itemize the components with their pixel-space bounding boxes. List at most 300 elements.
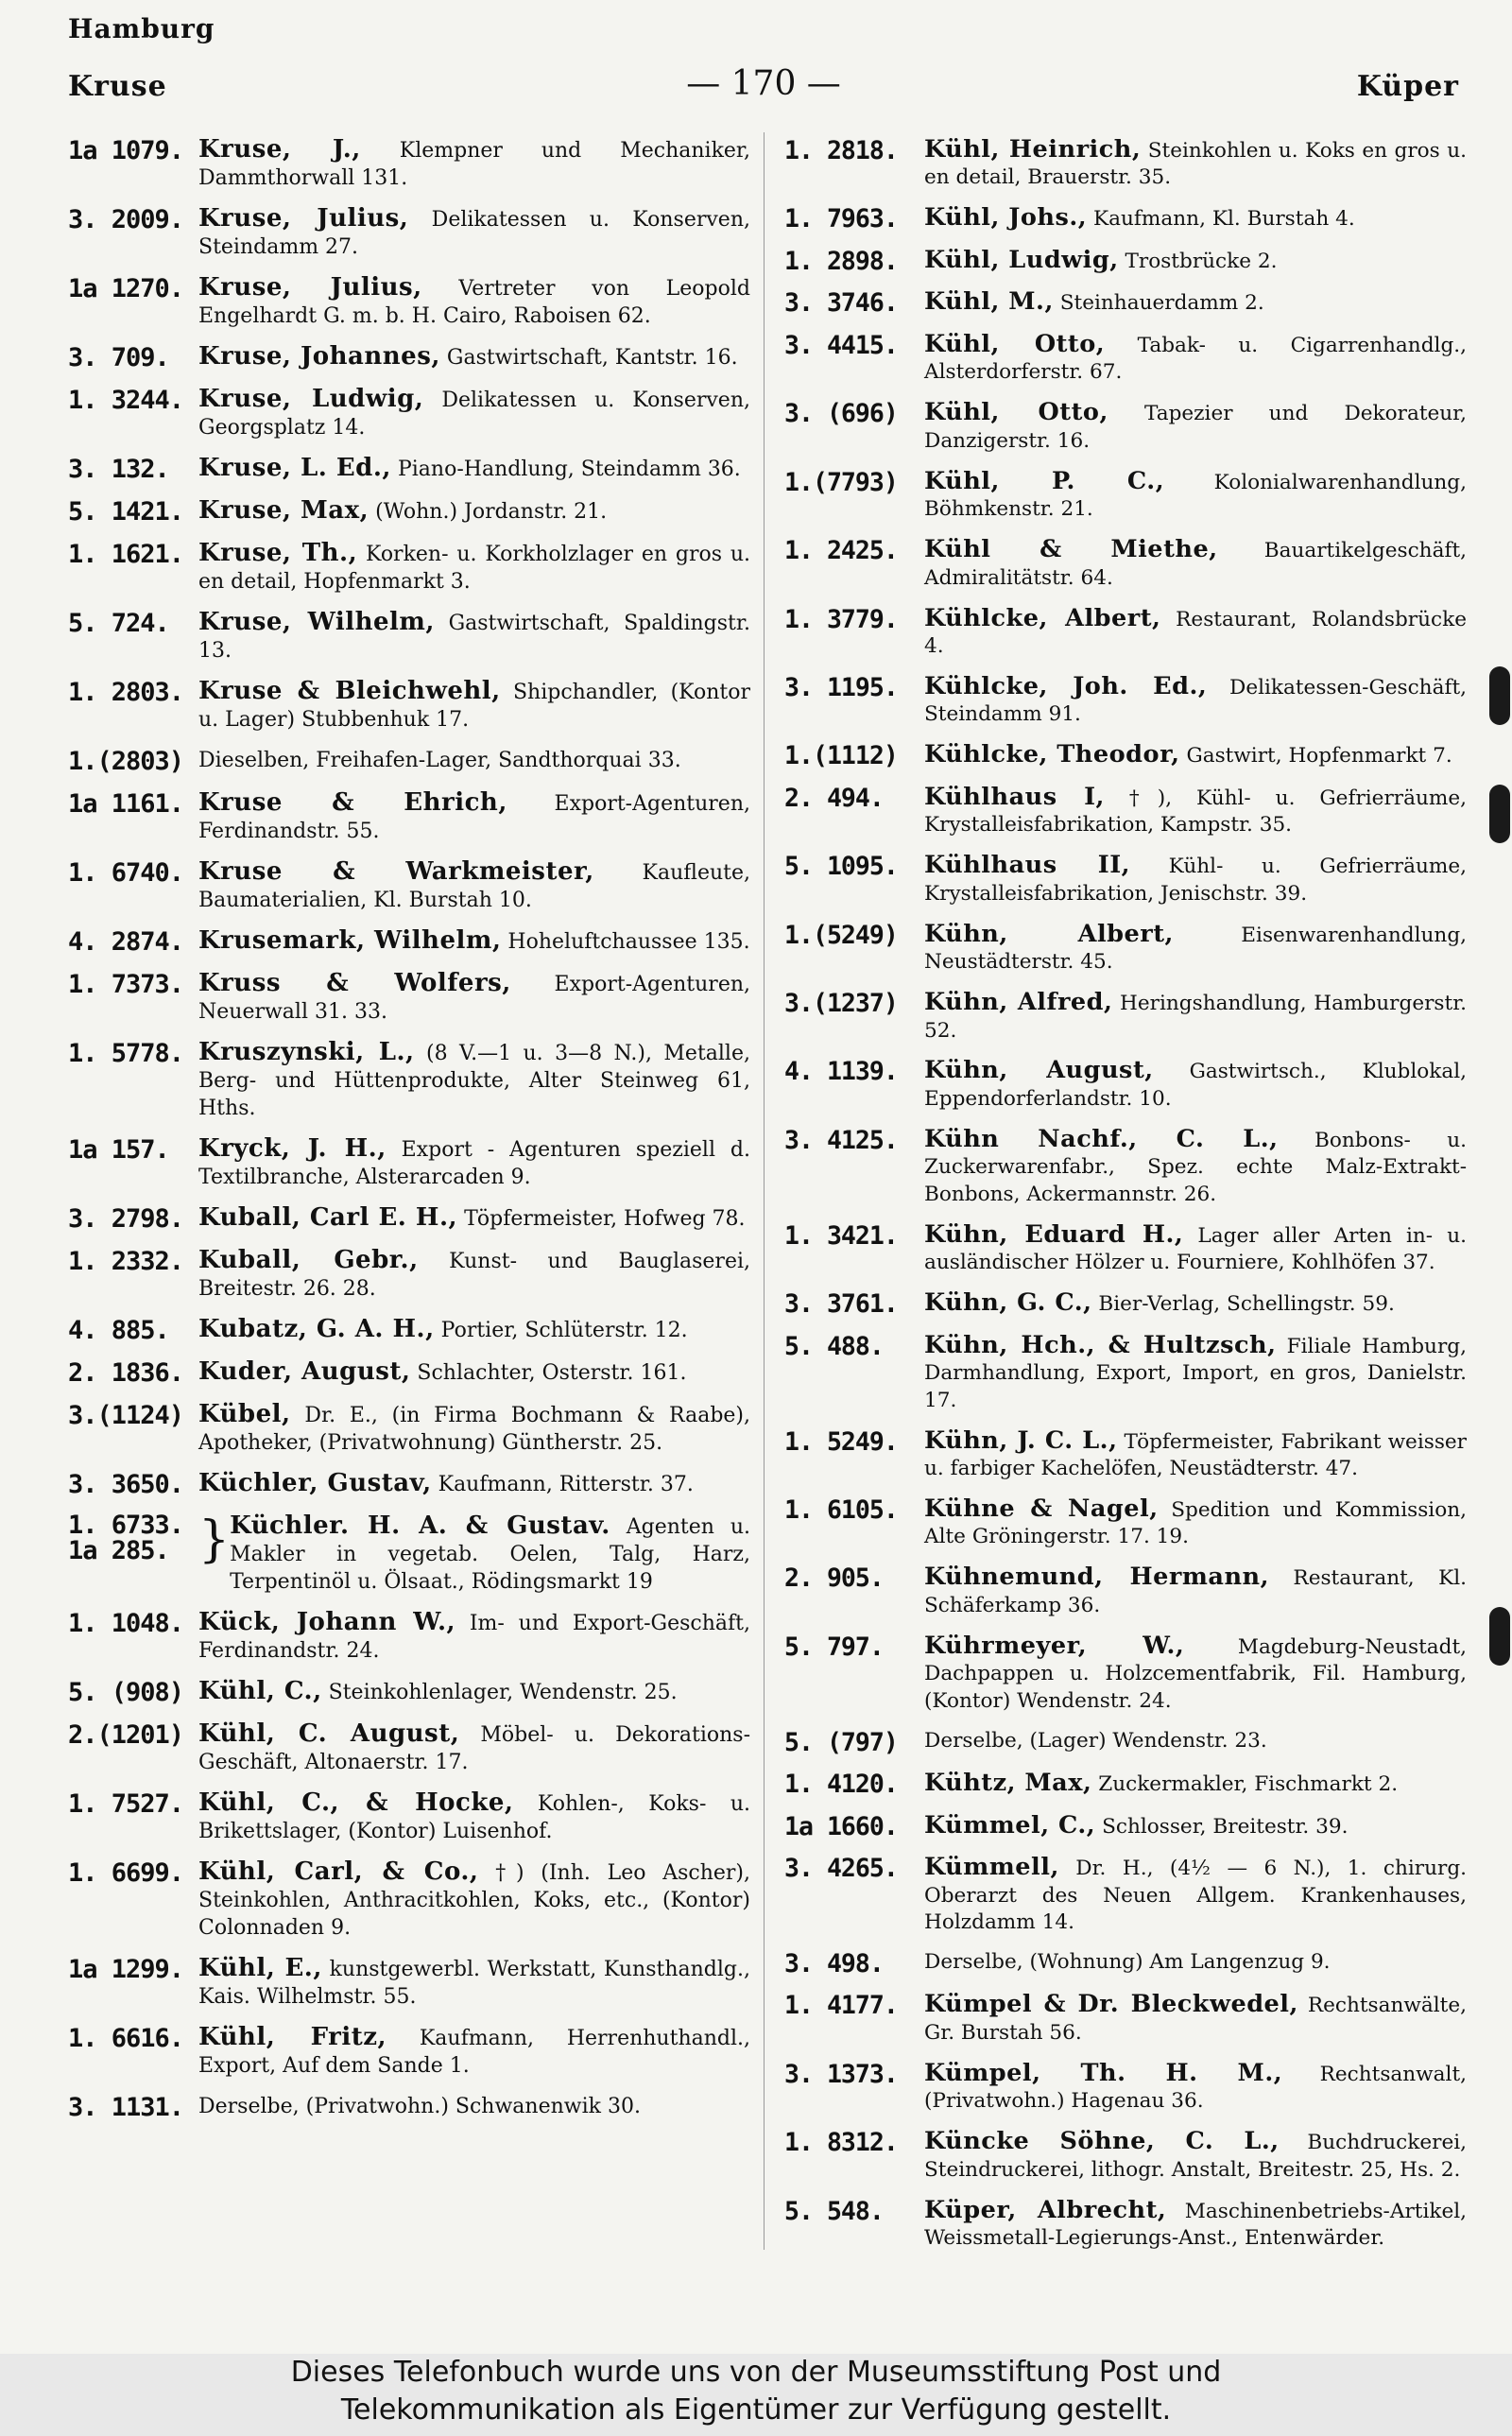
entry-text	[198, 205, 750, 261]
subscriber-details: Lager aller Arten in- u. ausländischer Hölzer u. Fourniere, Kohlhöfen 37.	[924, 1223, 1467, 1275]
subscriber-name: Kühn, Eduard H.,	[924, 1219, 1184, 1249]
entry-text	[924, 921, 1467, 976]
entry-text	[924, 1949, 1467, 1978]
directory-entry	[784, 136, 1467, 192]
directory-entry	[784, 399, 1467, 455]
subscriber-name: Kühl, Johs.,	[924, 203, 1088, 233]
entry-text	[198, 1720, 750, 1776]
entry-text	[198, 1678, 750, 1707]
right-column	[784, 136, 1467, 2265]
entry-text	[198, 1247, 750, 1303]
phone-number: 1a 1079.	[68, 136, 184, 165]
subscriber-details: Kaufmann, Ritterstr. 37.	[431, 1473, 694, 1496]
entry-text	[198, 1858, 750, 1942]
entry-text	[924, 2128, 1467, 2184]
subscriber-details: Export - Agenturen speziell d. Textilbranche, Alsterarcaden 9.	[198, 1138, 750, 1189]
subscriber-name: Kruse, Julius,	[198, 273, 422, 302]
directory-entry	[68, 1789, 750, 1845]
directory-entry	[784, 2197, 1467, 2253]
subscriber-name: Kühne & Nagel,	[924, 1494, 1159, 1523]
subscriber-name: Kührmeyer, W.,	[924, 1631, 1185, 1660]
directory-entry	[68, 497, 750, 527]
directory-entry	[68, 678, 750, 734]
punch-hole-mark	[1489, 1607, 1510, 1666]
phone-number: 1. 6699.	[68, 1858, 184, 1888]
phone-number: 1. 7373.	[68, 970, 184, 999]
subscriber-name: Krusemark, Wilhelm,	[198, 926, 502, 955]
directory-entry	[784, 1991, 1467, 2047]
phone-number: 3. 2798.	[68, 1204, 184, 1234]
subscriber-details: Piano-Handlung, Steindamm 36.	[390, 458, 741, 481]
footer-line-1: Dieses Telefonbuch wurde uns von der Museumsstiftung Post und	[290, 2356, 1222, 2389]
directory-entry	[784, 1495, 1467, 1551]
directory-entry	[68, 205, 750, 261]
directory-entry	[68, 1316, 750, 1345]
subscriber-name: Kruss & Wolfers,	[198, 969, 511, 997]
subscriber-name: Kruse, Wilhelm,	[198, 608, 435, 636]
subscriber-name: Kühn, G. C.,	[924, 1288, 1092, 1318]
entry-text	[198, 970, 750, 1026]
subscriber-details: Töpfermeister, Fabrikant weisser u. farbiger Kachelöfen, Neustädterstr. 47.	[924, 1429, 1468, 1480]
entry-text	[230, 1512, 750, 1596]
directory-entry	[784, 921, 1467, 976]
directory-entry	[68, 455, 750, 484]
subscriber-details: Dr. E., (in Firma Bochmann & Raabe), Apotheker, (Privatwohnung) Güntherstr. 25.	[198, 1404, 750, 1455]
subscriber-name: Kuball, Gebr.,	[198, 1246, 419, 1274]
phone-number: 1. 3244.	[68, 386, 184, 415]
phone-number: 1. 2332.	[68, 1247, 184, 1276]
entry-text	[924, 741, 1467, 770]
phone-number: 3. 4265.	[784, 1854, 898, 1884]
subscriber-name: Kühn, Hch., & Hultzsch,	[924, 1330, 1277, 1359]
entry-text	[198, 858, 750, 914]
directory-entry	[68, 2024, 750, 2080]
entry-text	[198, 1135, 750, 1191]
subscriber-name: Kühl, Carl, & Co.,	[198, 1857, 479, 1886]
directory-entry	[784, 605, 1467, 661]
subscriber-details: Restaurant, Kl. Schäferkamp 36.	[924, 1566, 1467, 1617]
entry-text	[924, 1332, 1467, 1414]
subscriber-name: Kühl & Miethe,	[924, 535, 1218, 564]
directory-entry	[784, 673, 1467, 729]
directory-entry	[784, 468, 1467, 524]
header-last-entry: Küper	[1356, 70, 1459, 103]
subscriber-name: Kühl, C.,	[198, 1677, 322, 1705]
phone-number: 3.(1237)	[784, 989, 898, 1019]
entry-text	[198, 609, 750, 665]
subscriber-details: †), Kühl- u. Gefrierräume, Krystalleisfabrikation, Kampstr. 35.	[924, 786, 1467, 838]
directory-entry	[68, 609, 750, 665]
subscriber-details: Gastwirtsch., Klublokal, Eppendorferlandstr. 10.	[924, 1060, 1468, 1111]
subscriber-details: Im- und Export-Geschäft, Ferdinandstr. 24.	[198, 1612, 750, 1663]
directory-entry	[68, 540, 750, 596]
entry-text	[198, 678, 750, 734]
subscriber-name: Kruse, Max,	[198, 496, 369, 525]
subscriber-name: Kühlcke, Albert,	[924, 603, 1161, 632]
subscriber-details: Derselbe, (Wohnung) Am Langenzug 9.	[924, 1949, 1331, 1974]
phone-number: 1. 7963.	[784, 204, 898, 234]
directory-entry	[784, 2060, 1467, 2116]
subscriber-details: (8 V.—1 u. 3—8 N.), Metalle, Berg- und Hüttenprodukte, Alter Steinweg 61, Hths.	[198, 1042, 750, 1120]
subscriber-details: Trostbrücke 2.	[1118, 249, 1278, 273]
subscriber-name: Kühl, Fritz,	[198, 2023, 387, 2051]
subscriber-name: Kück, Johann W.,	[198, 1608, 456, 1636]
subscriber-details: Hoheluftchaussee 135.	[501, 930, 750, 954]
subscriber-name: Kümpel, Th. H. M.,	[924, 2058, 1283, 2087]
phone-number: 3. 1195.	[784, 672, 898, 702]
phone-number: 1a 1299.	[68, 1955, 184, 1984]
phone-number: 3. 4125.	[784, 1125, 898, 1155]
directory-entry	[68, 747, 750, 776]
subscriber-name: Kuball, Carl E. H.,	[198, 1203, 458, 1232]
phone-number: 3.(1124)	[68, 1401, 184, 1430]
directory-entry	[68, 1678, 750, 1707]
directory-entry	[68, 386, 750, 441]
directory-entry	[784, 1057, 1467, 1113]
subscriber-details: Kolonialwarenhandlung, Böhmkenstr. 21.	[924, 470, 1467, 522]
phone-number: 3. 1131.	[68, 2093, 184, 2122]
directory-entry	[68, 1858, 750, 1942]
directory-entry	[784, 852, 1467, 907]
left-column	[68, 136, 750, 2135]
entry-text	[198, 2024, 750, 2080]
subscriber-details: Korken- u. Korkholzlager en gros u. en detail, Hopfenmarkt 3.	[198, 543, 750, 594]
entry-text	[924, 1427, 1467, 1483]
directory-entry	[784, 1854, 1467, 1936]
entry-text	[198, 1609, 750, 1665]
entry-text	[198, 789, 750, 845]
phone-number: 1a 1161.	[68, 789, 184, 819]
phone-number: 1. 3779.	[784, 604, 898, 634]
entry-text	[198, 1204, 750, 1234]
entry-text	[924, 852, 1467, 907]
directory-entry	[68, 1247, 750, 1303]
subscriber-details: Shipchandler, (Kontor u. Lager) Stubbenhuk 17.	[198, 681, 751, 732]
phone-number: 1. 1621.	[68, 540, 184, 569]
subscriber-name: Kühl, C. August,	[198, 1719, 460, 1748]
subscriber-details: Steinkohlenlager, Wendenstr. 25.	[321, 1681, 678, 1704]
entry-text	[924, 331, 1467, 387]
directory-entry	[68, 274, 750, 330]
subscriber-details: Steinhauerdamm 2.	[1053, 291, 1264, 316]
entry-text	[924, 2197, 1467, 2253]
subscriber-name: Kühl, Ludwig,	[924, 245, 1119, 274]
subscriber-details: Heringshandlung, Hamburgerstr. 52.	[924, 992, 1468, 1043]
subscriber-name: Kruse & Ehrich,	[198, 788, 507, 817]
phone-number: 4. 2874.	[68, 927, 184, 957]
subscriber-details: Delikatessen u. Konserven, Georgsplatz 14.	[198, 389, 750, 440]
subscriber-details: Kühl- u. Gefrierräume, Krystalleisfabrikation, Jenischstr. 39.	[924, 855, 1467, 906]
entry-text	[924, 1495, 1467, 1551]
entry-text	[924, 204, 1467, 233]
subscriber-details: Schlosser, Breitestr. 39.	[1095, 1814, 1349, 1839]
subscriber-name: Kühlcke, Theodor,	[924, 740, 1180, 769]
subscriber-name: Kübel,	[198, 1400, 291, 1428]
entry-text	[198, 1401, 750, 1457]
subscriber-details: Buchdruckerei, Steindruckerei, lithogr. Anstalt, Breitestr. 25, Hs. 2.	[924, 2131, 1468, 2182]
entry-text	[198, 274, 750, 330]
directory-entry	[68, 1470, 750, 1499]
directory-entry	[784, 989, 1467, 1045]
subscriber-details: Export-Agenturen, Ferdinandstr. 55.	[198, 792, 750, 843]
directory-entry	[784, 784, 1467, 839]
subscriber-name: Kühl, Otto,	[924, 329, 1106, 358]
subscriber-details: Filiale Hamburg, Darmhandlung, Export, Import, en gros, Danielstr. 17.	[924, 1334, 1467, 1412]
directory-entry	[68, 1955, 750, 2011]
subscriber-details: Kohlen-, Koks- u. Brikettslager, (Kontor) Luisenhof.	[198, 1792, 750, 1843]
phone-number: 1. 7527.	[68, 1789, 184, 1819]
footer-notice	[0, 2354, 1512, 2436]
directory-entry	[784, 1633, 1467, 1715]
phone-number: 5. 1095.	[784, 852, 898, 882]
entry-text	[924, 536, 1467, 592]
phone-number: 5. 797.	[784, 1632, 884, 1662]
page-number: — 170 —	[686, 64, 841, 103]
subscriber-details: Rechtsanwälte, Gr. Burstah 56.	[924, 1994, 1468, 2045]
entry-text	[924, 1289, 1467, 1319]
phone-number: 2.(1201)	[68, 1720, 184, 1750]
directory-entry	[68, 1512, 750, 1596]
entry-text	[924, 288, 1467, 318]
subscriber-details: Zuckermakler, Fischmarkt 2.	[1091, 1772, 1399, 1797]
entry-text	[924, 989, 1467, 1045]
header-first-entry: Kruse	[68, 70, 167, 103]
subscriber-name: Kümpel & Dr. Bleckwedel,	[924, 1990, 1298, 2019]
entry-text	[198, 1358, 750, 1388]
punch-hole-mark	[1489, 666, 1510, 725]
subscriber-name: Kruse, Ludwig,	[198, 385, 424, 413]
entry-text	[924, 247, 1467, 276]
subscriber-name: Küchler, Gustav,	[198, 1469, 432, 1497]
subscriber-details: Delikatessen-Geschäft, Steindamm 91.	[924, 675, 1467, 727]
subscriber-details: Agenten u. Makler in vegetab. Oelen, Talg, Harz, Terpentinöl u. Ölsaat., Rödingsmarkt 19	[230, 1515, 750, 1594]
phone-number: 1. 6105.	[784, 1494, 898, 1525]
phone-number: 3. (696)	[784, 399, 898, 429]
subscriber-details: (Wohn.) Jordanstr. 21.	[369, 500, 608, 524]
subscriber-name: Kühl, Otto,	[924, 398, 1108, 427]
entry-text	[198, 1316, 750, 1345]
entry-text	[198, 747, 750, 776]
punch-hole-mark	[1489, 785, 1510, 843]
subscriber-details: Kunst- und Bauglaserei, Breitestr. 26. 28.	[198, 1250, 751, 1301]
subscriber-details: Spedition und Kommission, Alte Gröningerstr. 17. 19.	[924, 1497, 1467, 1549]
phone-number: 1a 157.	[68, 1135, 169, 1165]
phone-number: 4. 885.	[68, 1316, 169, 1345]
subscriber-name: Kühl, P. C.,	[924, 466, 1165, 495]
phone-number: 1. 8312.	[784, 2128, 898, 2158]
entry-text	[198, 2093, 750, 2122]
directory-entry	[784, 247, 1467, 276]
directory-entry	[68, 927, 750, 957]
directory-entry	[68, 2093, 750, 2122]
entry-text	[924, 136, 1467, 192]
directory-entry	[784, 741, 1467, 770]
subscriber-details: Möbel- u. Dekorations-Geschäft, Altonaerstr. 17.	[198, 1723, 750, 1774]
subscriber-name: Kruse, L. Ed.,	[198, 454, 391, 482]
subscriber-details: Restaurant, Rolandsbrücke 4.	[924, 607, 1467, 658]
subscriber-name: Kühl, C., & Hocke,	[198, 1788, 514, 1817]
phone-number: 3. 4415.	[784, 330, 898, 360]
phone-number: 1. 2803.	[68, 678, 184, 707]
header-row	[68, 64, 1459, 112]
subscriber-name: Kümmell,	[924, 1853, 1059, 1882]
phone-number: 3. 498.	[784, 1948, 884, 1978]
phone-number: 1. 2425.	[784, 536, 898, 566]
phone-number: 3. 3746.	[784, 288, 898, 319]
phone-number: 1a 1660.	[784, 1811, 898, 1841]
directory-entry	[68, 1609, 750, 1665]
subscriber-name: Kryck, J. H.,	[198, 1134, 387, 1163]
entry-text	[198, 343, 750, 372]
subscriber-details: Töpfermeister, Hofweg 78.	[457, 1207, 746, 1231]
directory-entry	[68, 1204, 750, 1234]
subscriber-details: kunstgewerbl. Werkstatt, Kunsthandlg., Kais. Wilhelmstr. 55.	[198, 1958, 750, 2009]
directory-entry	[784, 1812, 1467, 1841]
subscriber-name: Küchler. H. A. & Gustav.	[230, 1512, 610, 1540]
directory-entry	[784, 331, 1467, 387]
entry-text	[924, 1057, 1467, 1113]
phone-number: 5. (797)	[784, 1727, 898, 1757]
phone-number: 5. 548.	[784, 2196, 884, 2226]
entry-text	[198, 1039, 750, 1122]
phone-number: 3. 709.	[68, 343, 169, 372]
phone-number: 1a 1270.	[68, 274, 184, 303]
phone-number: 1. 4120.	[784, 1770, 898, 1800]
directory-entry	[68, 970, 750, 1026]
entry-text	[198, 1470, 750, 1499]
subscriber-name: Kühn Nachf., C. L.,	[924, 1124, 1279, 1153]
phone-number: 1. 2898.	[784, 246, 898, 276]
subscriber-details: Kaufmann, Herrenhuthandl., Export, Auf dem Sande 1.	[198, 2027, 751, 2078]
directory-entry	[68, 1401, 750, 1457]
subscriber-details: Delikatessen u. Konserven, Steindamm 27.	[198, 208, 750, 259]
directory-entry	[68, 858, 750, 914]
subscriber-name: Küncke Söhne, C. L.,	[924, 2127, 1280, 2156]
subscriber-details: Eisenwarenhandlung, Neustädterstr. 45.	[924, 923, 1468, 975]
directory-entry	[68, 1135, 750, 1191]
subscriber-name: Kühl, E.,	[198, 1954, 322, 1982]
directory-entry	[68, 343, 750, 372]
phone-number: 1.(7793)	[784, 467, 898, 497]
subscriber-name: Kubatz, G. A. H.,	[198, 1315, 435, 1343]
phone-number: 4. 1139.	[784, 1057, 898, 1087]
phone-number: 1. 6616.	[68, 2024, 184, 2053]
entry-text	[924, 1633, 1467, 1715]
subscriber-name: Kühl, M.,	[924, 287, 1054, 317]
directory-entry	[784, 204, 1467, 233]
entry-text	[924, 1812, 1467, 1841]
subscriber-details: Schlachter, Osterstr. 161.	[410, 1361, 687, 1385]
entry-text	[924, 1991, 1467, 2047]
phone-number: 1. 1048.	[68, 1609, 184, 1638]
subscriber-name: Kühlhaus II,	[924, 851, 1131, 880]
phone-number: 1. 4177.	[784, 1991, 898, 2021]
entry-text	[924, 784, 1467, 839]
subscriber-name: Kühn, August,	[924, 1056, 1154, 1085]
subscriber-name: Kruse, Julius,	[198, 204, 409, 233]
brace-mark: }	[198, 1512, 231, 1568]
subscriber-details: Rechtsanwalt, (Privatwohn.) Hagenau 36.	[924, 2062, 1467, 2114]
directory-entry	[68, 1039, 750, 1122]
subscriber-details: Klempner und Mechaniker, Dammthorwall 131.	[198, 139, 751, 190]
subscriber-details: Bonbons- u. Zuckerwarenfabr., Spez. echte Malz-Extrakt-Bonbons, Ackermannstr. 26.	[924, 1128, 1467, 1206]
entry-text	[924, 1564, 1467, 1619]
entry-text	[198, 455, 750, 484]
subscriber-name: Kühnemund, Hermann,	[924, 1563, 1269, 1592]
phone-number: 1.(2803)	[68, 747, 184, 776]
subscriber-details: Tabak- u. Cigarrenhandlg., Alsterdorferstr. 67.	[924, 333, 1467, 385]
phone-number: 1. 5778.	[68, 1039, 184, 1068]
entry-text	[924, 1770, 1467, 1799]
directory-entry	[784, 536, 1467, 592]
directory-entry	[68, 136, 750, 192]
subscriber-name: Kühn, J. C. L.,	[924, 1425, 1118, 1455]
header-city: Hamburg	[68, 13, 215, 44]
entry-text	[924, 1126, 1467, 1208]
phone-number: 3. 2009.	[68, 205, 184, 234]
entry-text	[198, 497, 750, 527]
directory-entry	[784, 1564, 1467, 1619]
subscriber-details: Derselbe, (Privatwohn.) Schwanenwik 30.	[198, 2095, 641, 2118]
entry-text	[198, 1955, 750, 2011]
phone-number: 3. 3650.	[68, 1470, 184, 1499]
phone-number: 3. 1373.	[784, 2059, 898, 2089]
subscriber-details: Maschinenbetriebs-Artikel, Weissmetall-Legierungs-Anst., Entenwärder.	[924, 2199, 1467, 2251]
subscriber-name: Kruse & Bleichwehl,	[198, 677, 501, 705]
directory-entry	[784, 1770, 1467, 1799]
subscriber-details: †) (Inh. Leo Ascher), Steinkohlen, Anthracitkohlen, Koks, etc., (Kontor) Colonnaden 9.	[198, 1861, 750, 1940]
subscriber-name: Kuder, August,	[198, 1357, 411, 1386]
subscriber-name: Kruse & Warkmeister,	[198, 857, 594, 886]
phone-number: 1. 5249.	[784, 1426, 898, 1457]
entry-text	[924, 673, 1467, 729]
phone-number: 1. 2818.	[784, 136, 898, 165]
entry-text	[198, 386, 750, 441]
entry-text	[198, 1789, 750, 1845]
footer-line-2: Telekommunikation als Eigentümer zur Verfügung gestellt.	[340, 2393, 1172, 2427]
subscriber-name: Kühtz, Max,	[924, 1769, 1092, 1798]
subscriber-details: Export-Agenturen, Neuerwall 31. 33.	[198, 973, 750, 1024]
subscriber-name: Kühl, Heinrich,	[924, 135, 1142, 164]
entry-text	[198, 927, 750, 957]
column-divider	[764, 132, 765, 2250]
entry-text	[924, 399, 1467, 455]
directory-entry	[784, 1949, 1467, 1978]
entry-text	[924, 605, 1467, 661]
phone-number: 5. 724.	[68, 609, 169, 638]
subscriber-details: Tapezier und Dekorateur, Danzigerstr. 16.	[924, 402, 1467, 453]
subscriber-name: Küper, Albrecht,	[924, 2195, 1167, 2224]
phone-number: 1. 6733. 1a 285.	[68, 1511, 184, 1565]
subscriber-details: Kaufleute, Baumaterialien, Kl. Burstah 10.	[198, 861, 750, 912]
subscriber-name: Kühlhaus I,	[924, 782, 1105, 811]
directory-entry	[784, 2128, 1467, 2184]
subscriber-details: Kaufmann, Kl. Burstah 4.	[1087, 207, 1355, 232]
subscriber-details: Derselbe, (Lager) Wendenstr. 23.	[924, 1728, 1267, 1753]
phone-number: 1.(1112)	[784, 741, 898, 771]
subscriber-name: Kruse, J.,	[198, 135, 361, 164]
directory-entry	[68, 789, 750, 845]
directory-entry	[784, 1289, 1467, 1319]
directory-entry	[784, 1728, 1467, 1757]
directory-entry	[784, 1126, 1467, 1208]
phone-number: 1.(5249)	[784, 920, 898, 950]
subscriber-details: Dieselben, Freihafen-Lager, Sandthorquai 33.	[198, 749, 681, 772]
directory-entry	[784, 1221, 1467, 1277]
directory-entry	[68, 1720, 750, 1776]
phone-number: 2. 905.	[784, 1564, 884, 1594]
subscriber-details: Dr. H., (4½ — 6 N.), 1. chirurg. Oberarzt des Neuen Allgem. Krankenhauses, Holzdamm 14.	[924, 1857, 1467, 1934]
